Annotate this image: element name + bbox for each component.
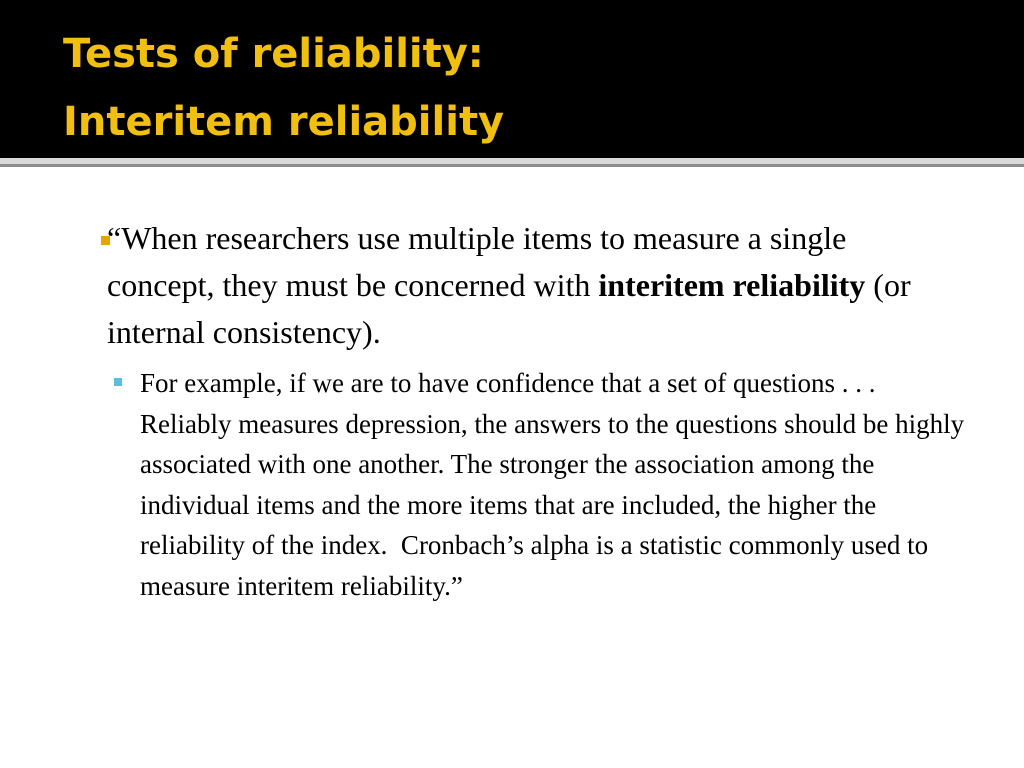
bullet-1-text-before: “When researchers use multiple items to measure a single concept, they must be concerned with (107, 220, 847, 303)
bullet-level-1 (107, 215, 957, 356)
bullet-level-2: For example, if we are to have confidence that a set of questions . . . Reliably measures depression, the answers to the questions should be highly associated with one another. The stronger the association among the individual items and the more items that are included, the higher the reliability of the index. Cronbach’s alpha is a statistic commonly used to measure interitem reliability.” (140, 368, 965, 601)
slide-title-line-1: Tests of reliability: (63, 31, 484, 77)
slide-title-line-2: Interitem reliability (63, 99, 505, 145)
title-divider-dark (0, 164, 1024, 167)
title-band (0, 0, 1024, 158)
square-bullet-icon (114, 378, 122, 386)
bullet-1-bold-term: interitem reliability (598, 267, 866, 303)
bullet-1-text-after: (or internal consistency). (107, 267, 911, 350)
